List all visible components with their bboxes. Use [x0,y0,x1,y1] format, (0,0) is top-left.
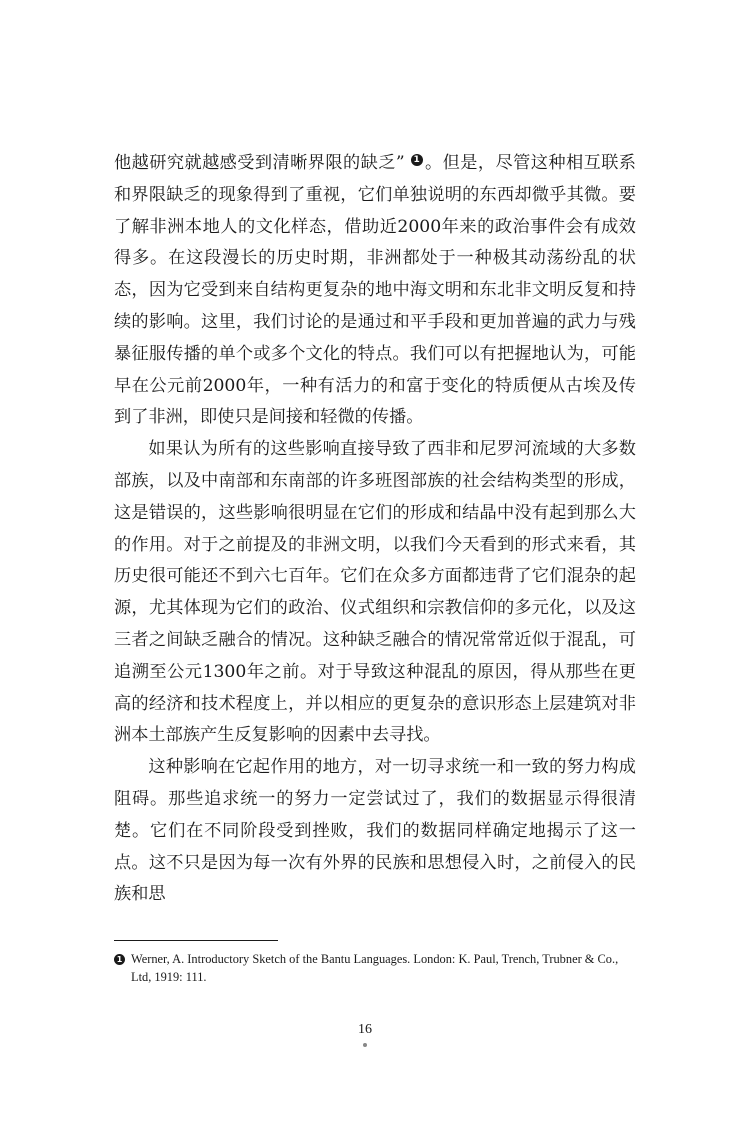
footnote-mark: 1 [114,954,125,965]
footnote-line-1: Werner, A. Introductory Sketch of the Bantu Languages. London: K. Paul, Trench, Trubner & Co., [131,952,619,966]
body-text [114,148,636,911]
page-number: 16 [358,1022,372,1037]
paragraph-1-start: 他越研究就越感受到清晰界限的缺乏” [114,153,405,173]
paragraph-2: 如果认为所有的这些影响直接导致了西非和尼罗河流域的大多数部族，以及中南部和东南部的许多班图部族的社会结构类型的形成，这是错误的，这些影响很明显在它们的形成和结晶中没有起到那么大的作用。对于之前提及的非洲文明，以我们今天看到的形式来看，其历史很可能还不到六七百年。它们在众多方面都违背了它们混杂的起源，尤其体现为它们的政治、仪式组织和宗教信仰的多元化，以及这三者之间缺乏融合的情况。这种缺乏融合的情况常常近似于混乱，可追溯至公元1300年之前。对于导致这种混乱的原因，得从那些在更高的经济和技术程度上，并以相应的更复杂的意识形态上层建筑对非洲本土部族产生反复影响的因素中去寻找。 [114,439,636,746]
footnote-line-2: Ltd, 1919: 111. [131,970,207,984]
paragraph-1 [114,148,636,434]
footnote-reference-mark[interactable]: 1 [411,154,423,166]
paragraph-1-rest: 。但是，尽管这种相互联系和界限缺乏的现象得到了重视，它们单独说明的东西却微乎其微。要了解非洲本地人的文化样态，借助近2000年来的政治事件会有成效得多。在这段漫长的历史时期，非洲都处于一种极其动荡纷乱的状态，因为它受到来自结构更复杂的地中海文明和东北非文明反复和持续的影响。这里，我们讨论的是通过和平手段和更加普遍的武力与残暴征服传播的单个或多个文化的特点。我们可以有把握地认为，可能早在公元前2000年，一种有活力的和富于变化的特质便从古埃及传到了非洲，即使只是间接和轻微的传播。 [114,153,636,428]
footnote [114,950,636,986]
footnote-divider [114,940,278,941]
paragraph-3: 这种影响在它起作用的地方，对一切寻求统一和一致的努力构成阻碍。那些追求统一的努力一定尝试过了，我们的数据显示得很清楚。它们在不同阶段受到挫败，我们的数据同样确定地揭示了这一点。这不只是因为每一次有外界的民族和思想侵入时，之前侵入的民族和思 [114,757,636,905]
page-number-dot [363,1043,367,1047]
